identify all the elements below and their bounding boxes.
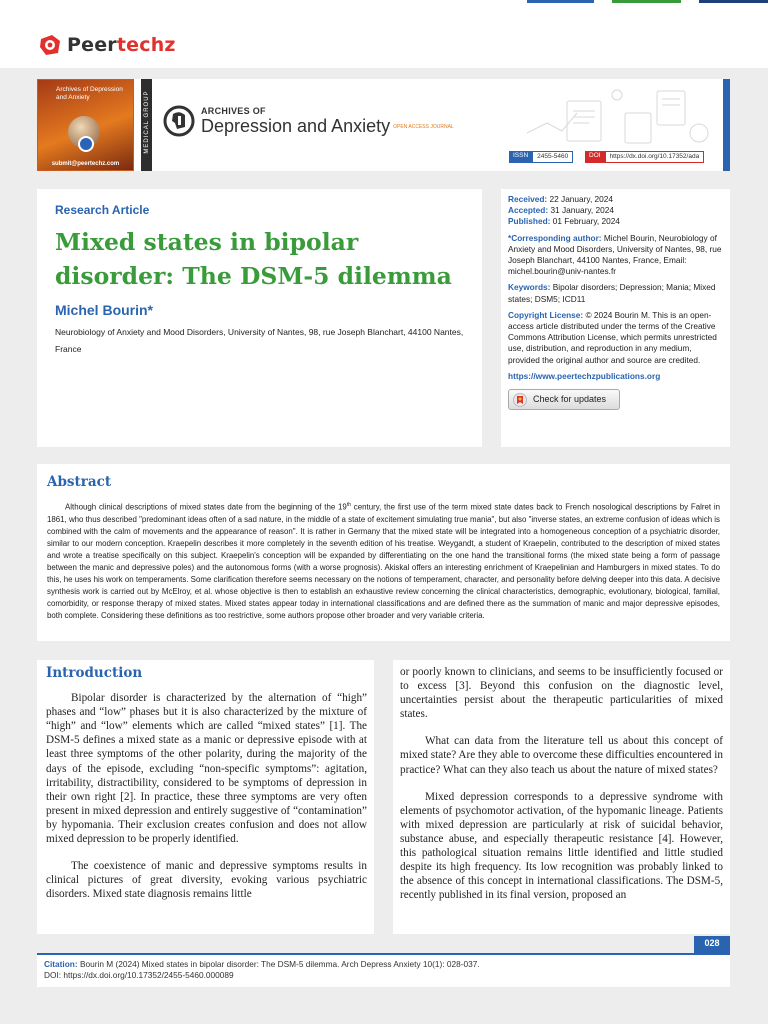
author-name[interactable]: Michel Bourin* (55, 302, 154, 318)
introduction-heading: Introduction (46, 665, 143, 681)
accepted-date: 31 January, 2024 (550, 205, 614, 216)
abstract-heading: Abstract (47, 474, 112, 490)
page-number: 028 (694, 936, 730, 953)
journal-banner (37, 79, 730, 171)
body-column-right (393, 660, 730, 934)
copyright-license: Copyright License: © 2024 Bourin M. This is an open-access article distributed under the terms of the Creative Commons Attribution License, which permits unrestricted use, distribution, and reproduction in any medium, provided the original author and source are credited. (508, 309, 717, 365)
citation: Citation: Bourin M (2024) Mixed states in bipolar disorder: The DSM-5 dilemma. Arch Depress Anxiety 10(1): 028-037. (44, 959, 480, 969)
paragraph: Mixed depression corresponds to a depressive syndrome with elements of psychomotor activation, of the hypomanic lineage. Patients with mixed depression are particularly at risk of suicidal behavior, substance abuse, and especially therapeutic resistance [4]. However, this pathological situation remains little identified and little studied despite its high frequency. Its low recognition was probably linked to the absence of this concept in international classifications. The DSM-5, recently published in its final version, proposed an (400, 790, 723, 902)
banner-accent-bar (723, 79, 730, 171)
open-access-badge: OPEN ACCESS JOURNAL (393, 123, 454, 130)
article-header (37, 189, 482, 447)
header-bar-navy (699, 0, 768, 3)
article-type: Research Article (55, 203, 150, 217)
article-info-panel (501, 189, 730, 447)
date-block: Received: 22 January, 2024 Accepted: 31 January, 2024 Published: 01 February, 2024 (508, 194, 620, 227)
publisher-name: Peertechz (67, 34, 176, 56)
header-bar-green (612, 0, 681, 3)
paragraph: or poorly known to clinicians, and seems to be insufficiently focused or to excess [3]. Beyond this confusion on the diagnostic level, uncertainties persist about the therapeutic particularities of mixed states. (400, 666, 723, 721)
journal-cover-image[interactable] (37, 79, 134, 171)
published-date: 01 February, 2024 (552, 216, 620, 227)
medical-group-tab: MEDICAL GROUP (141, 79, 152, 171)
banner-decoration (507, 83, 717, 153)
article-title: Mixed states in bipolar disorder: The DSM-5 dilemma (55, 228, 452, 290)
body-column-left (37, 660, 374, 934)
received-date: 22 January, 2024 (549, 194, 614, 204)
journal-doi-badge[interactable]: DOI https://dx.doi.org/10.17352/ada (585, 151, 704, 163)
paragraph: The coexistence of manic and depressive symptoms results in clinical pictures of great diversity, evoking various psychiatric disorders. Mixed state diagnosis remains little (46, 860, 367, 901)
cover-badge-icon (78, 136, 94, 152)
check-updates-icon (513, 393, 527, 407)
author-affiliation: Neurobiology of Anxiety and Mood Disorders, University of Nantes, 98, rue Joseph Blanchart, 44100 Nantes, France (55, 327, 464, 354)
citation-footer (37, 955, 730, 987)
abstract-section (37, 464, 730, 641)
check-for-updates-button[interactable] (508, 389, 620, 410)
peertechz-logo-icon (38, 33, 64, 57)
publisher-logo[interactable] (38, 33, 176, 57)
journal-name-small: ARCHIVES OF (201, 105, 266, 116)
corresponding-author: *Corresponding author: Michel Bourin, Neurobiology of Anxiety and Mood Disorders, University of Nantes, 98, rue Joseph Blanchart, 44100 Nantes, France, Email: michel.bourin@univ-nantes.fr (508, 232, 722, 277)
paragraph: Bipolar disorder is characterized by the alternation of “high” phases and “low” phases but it is also characterized by the mixture of “high” and “low” elements which are called “mixed states” [1]. The DSM-5 defines a mixed state as a manic or depressive episode with at least three symptoms of the other polarity, during the majority of the days of the episode, excluding “non-specific symptoms”: agitation, irritability, distractibility, considered to be symptoms of depression in their own right [2]. In practice, these three symptoms are very often present in mixed depression and entirely suggestive of “contamination” by hypomania. Their exclusion creates confusion and does not allow mixed depression to be properly identified. (46, 692, 367, 846)
abstract-text: Although clinical descriptions of mixed states date from the beginning of the 19th century, the first use of the term mixed state dates back to French nosological descriptions by Falret in 1861, who thus described "predominant ideas often of a sad nature, in the middle of a state of excitement simulating true mania", but also "inverse states, an extreme confusion of ideas which is combined with the calm of movements and the appearance of reason". It is rather in Germany that the mixed state will be integrated into a homogeneous conception of a psychiatric disorder, similar to our modern conception. Kraepelin describes it more completely in the seventh edition of his treatise. Weygandt, a student of Kraepelin, contributed to the description of mixed states and wrote a treatise specifically on this subject. Kraepelin's conception will be expanded by differentiating on the one hand the transitional forms (the mixed state being a form of passage between the manic and depressive poles) and the autonomous forms (with a worse prognosis). Akiskal offers an interesting enrichment of Kraepelinian and Hamburgers in mixed states. To do this, he uses his work on temperaments. Some clarification therefore seems necessary on the notions of temperament, character, and personality before delving deeper into this data. A decisive synthesis work is carried out by McElroy, et al. whose objective is then to establish an exhaustive review concerning the clinical characteristics, demographic, evolutionary, biological, familial, comorbidity, or response therapy of mixed states. Mixed states appear today in international classifications and are defined there as the summation of manic and major depressive episodes, both complete. Considering these definitions as too restrictive, some authors propose other broader and very variable criteria. (47, 502, 720, 621)
publisher-url-link[interactable]: https://www.peertechzpublications.org (508, 370, 661, 381)
cover-email: submit@peertechz.com (51, 161, 120, 167)
issn-badge: ISSN 2455-5460 (509, 151, 573, 163)
journal-head-icon (163, 105, 195, 137)
cover-title: Archives of Depression and Anxiety (56, 86, 123, 101)
journal-logo (163, 105, 454, 137)
journal-name: Depression and Anxiety (201, 115, 391, 136)
check-updates-label: Check for updates (533, 393, 607, 404)
header-strip (0, 0, 768, 68)
keywords: Keywords: Bipolar disorders; Depression; Mania; Mixed states; DSM5; ICD11 (508, 282, 716, 304)
paragraph: What can data from the literature tell us about this concept of mixed state? Are they able to overcome these difficulties encountered in practice? What can they also teach us about the nature of mixed states? (400, 735, 723, 776)
article-doi[interactable]: DOI: https://dx.doi.org/10.17352/2455-5460.000089 (44, 970, 234, 981)
header-bar-blue (527, 0, 594, 3)
